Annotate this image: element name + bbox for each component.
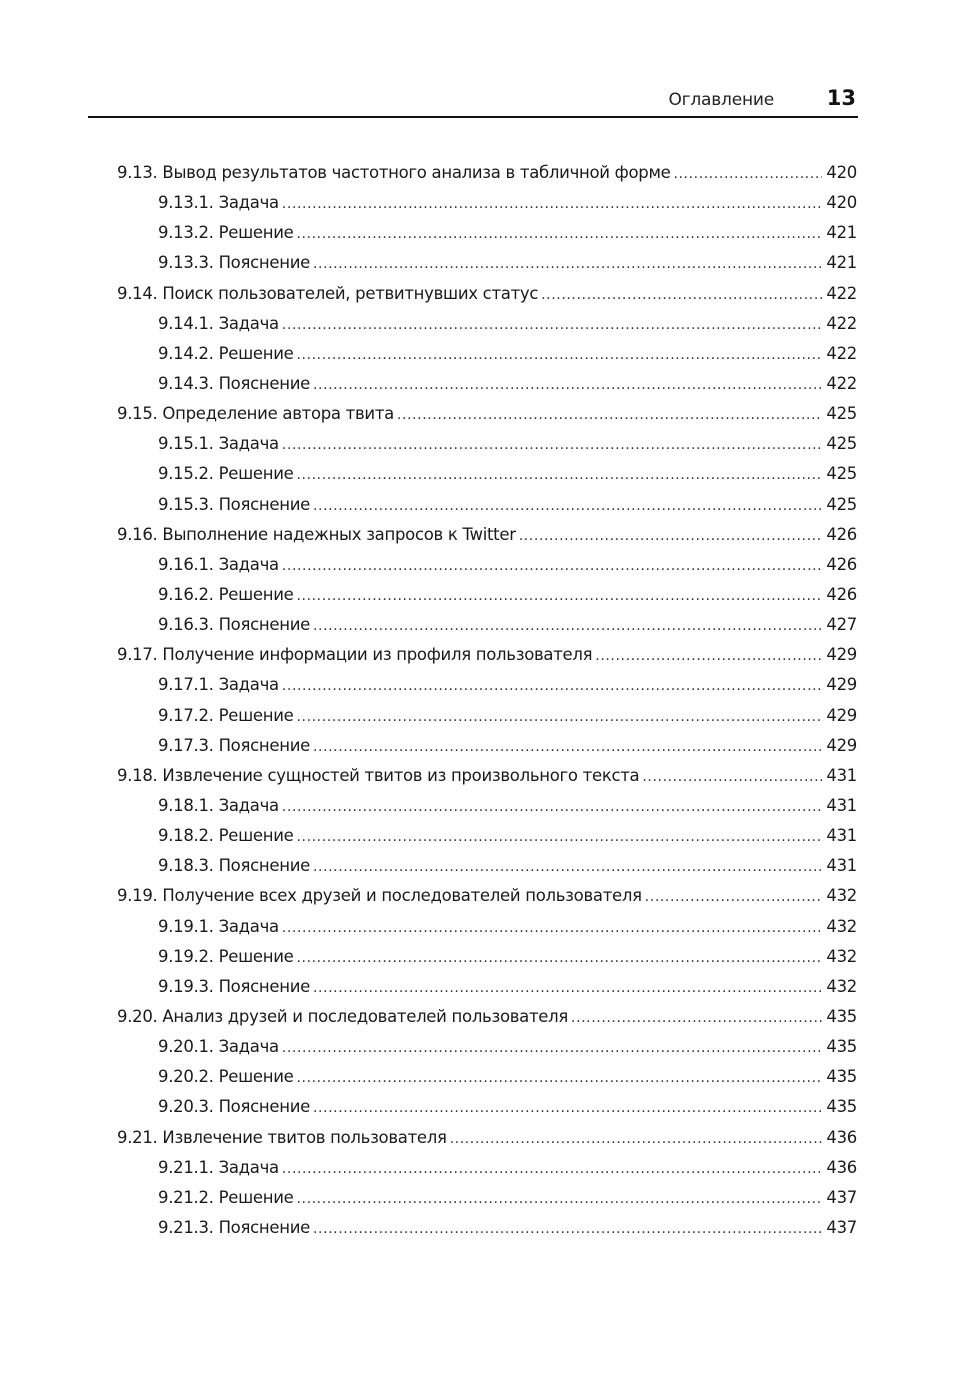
toc-entry-page: 426 <box>826 524 857 544</box>
dot-leader <box>450 1124 823 1154</box>
toc-section-entry[interactable] <box>117 1123 857 1153</box>
toc-entry-page: 420 <box>826 163 857 182</box>
toc-subsection-entry[interactable] <box>117 309 857 339</box>
toc-entry-page: 421 <box>826 253 857 273</box>
toc-section-entry[interactable] <box>117 279 857 309</box>
toc-subsection-entry[interactable] <box>117 972 857 1002</box>
toc-entry-label: 9.19.3. Пояснение <box>158 976 310 996</box>
toc-subsection-entry[interactable] <box>117 550 857 580</box>
dot-leader <box>296 702 822 732</box>
toc-subsection-entry[interactable] <box>117 1183 857 1213</box>
dot-leader <box>282 1154 823 1184</box>
toc-entry-label: 9.13. Вывод результатов частотного анализа в табличной форме <box>117 163 671 182</box>
toc-entry-page: 437 <box>826 1187 857 1207</box>
dot-leader <box>313 973 822 1003</box>
dot-leader <box>642 762 822 792</box>
toc-entry-page: 432 <box>826 946 857 966</box>
toc-entry-label: 9.21.2. Решение <box>158 1187 294 1207</box>
running-header <box>88 86 858 118</box>
dot-leader <box>296 340 822 370</box>
dot-leader <box>313 249 822 279</box>
toc-entry-page: 431 <box>826 856 857 876</box>
toc-section-entry[interactable] <box>117 881 857 911</box>
toc-entry-label: 9.19.1. Задача <box>158 916 279 936</box>
toc-subsection-entry[interactable] <box>117 429 857 459</box>
toc-entry-label: 9.14. Поиск пользователей, ретвитнувших статус <box>117 283 539 303</box>
toc-entry-label: 9.16.1. Задача <box>158 554 279 574</box>
toc-entry-label: 9.14.2. Решение <box>158 343 294 363</box>
toc-subsection-entry[interactable] <box>117 821 857 851</box>
toc-entry-page: 432 <box>826 886 857 906</box>
toc-entry-label: 9.13.1. Задача <box>158 193 279 213</box>
toc-entry-page: 425 <box>826 494 857 514</box>
toc-subsection-entry[interactable] <box>117 1092 857 1122</box>
dot-leader <box>673 159 822 189</box>
dot-leader <box>296 1184 822 1214</box>
toc-entry-label: 9.16.3. Пояснение <box>158 615 310 635</box>
toc-entry-label: 9.15.2. Решение <box>158 464 294 484</box>
dot-leader <box>282 430 823 460</box>
toc-entry-label: 9.20.2. Решение <box>158 1067 294 1087</box>
dot-leader <box>282 913 823 943</box>
toc-entry-label: 9.15.3. Пояснение <box>158 494 310 514</box>
table-of-contents <box>117 158 857 1243</box>
toc-section-entry[interactable] <box>117 761 857 791</box>
toc-section-entry[interactable] <box>117 520 857 550</box>
toc-subsection-entry[interactable] <box>117 369 857 399</box>
dot-leader <box>595 641 822 671</box>
toc-entry-page: 429 <box>826 675 857 695</box>
toc-entry-label: 9.16. Выполнение надежных запросов к Twitter <box>117 524 516 544</box>
dot-leader <box>296 581 822 611</box>
dot-leader <box>282 551 823 581</box>
toc-entry-label: 9.21. Извлечение твитов пользователя <box>117 1127 447 1147</box>
toc-entry-label: 9.17.2. Решение <box>158 705 294 725</box>
toc-entry-page: 426 <box>826 584 857 604</box>
toc-subsection-entry[interactable] <box>117 851 857 881</box>
dot-leader <box>313 370 822 400</box>
dot-leader <box>541 280 822 310</box>
toc-subsection-entry[interactable] <box>117 459 857 489</box>
toc-entry-page: 422 <box>826 373 857 393</box>
toc-entry-page: 432 <box>826 916 857 936</box>
dot-leader <box>282 792 823 822</box>
toc-entry-page: 425 <box>826 404 857 424</box>
toc-subsection-entry[interactable] <box>117 1153 857 1183</box>
dot-leader <box>313 611 822 641</box>
toc-entry-page: 435 <box>826 1067 857 1087</box>
toc-entry-label: 9.19. Получение всех друзей и последователей пользователя <box>117 886 642 906</box>
dot-leader <box>313 1093 822 1123</box>
toc-subsection-entry[interactable] <box>117 218 857 248</box>
toc-entry-page: 421 <box>826 223 857 243</box>
toc-subsection-entry[interactable] <box>117 1032 857 1062</box>
dot-leader <box>282 310 823 340</box>
dot-leader <box>397 400 822 430</box>
toc-entry-label: 9.20.3. Пояснение <box>158 1097 310 1117</box>
toc-subsection-entry[interactable] <box>117 188 857 218</box>
toc-subsection-entry[interactable] <box>117 1062 857 1092</box>
dot-leader <box>519 521 823 551</box>
dot-leader <box>296 943 822 973</box>
toc-entry-label: 9.18.1. Задача <box>158 795 279 815</box>
dot-leader <box>645 882 823 912</box>
toc-subsection-entry[interactable] <box>117 610 857 640</box>
toc-entry-page: 429 <box>826 705 857 725</box>
toc-entry-label: 9.19.2. Решение <box>158 946 294 966</box>
toc-subsection-entry[interactable] <box>117 580 857 610</box>
toc-entry-page: 437 <box>826 1217 857 1237</box>
toc-entry-page: 429 <box>826 735 857 755</box>
toc-entry-label: 9.13.2. Решение <box>158 223 294 243</box>
dot-leader <box>313 1214 822 1244</box>
dot-leader <box>296 1063 822 1093</box>
toc-entry-page: 426 <box>826 554 857 574</box>
toc-entry-label: 9.18.2. Решение <box>158 826 294 846</box>
toc-entry-label: 9.20. Анализ друзей и последователей пользователя <box>117 1006 569 1026</box>
dot-leader <box>282 1033 823 1063</box>
toc-entry-page: 431 <box>826 795 857 815</box>
toc-section-entry[interactable] <box>117 640 857 670</box>
header-page-number: 13 <box>826 86 856 110</box>
toc-entry-label: 9.18. Извлечение сущностей твитов из произвольного текста <box>117 765 640 785</box>
toc-entry-page: 431 <box>826 765 857 785</box>
toc-entry-page: 422 <box>826 313 857 333</box>
toc-section-entry[interactable] <box>117 399 857 429</box>
toc-entry-label: 9.17. Получение информации из профиля пользователя <box>117 645 593 665</box>
toc-entry-page: 422 <box>826 343 857 363</box>
toc-entry-label: 9.18.3. Пояснение <box>158 856 310 876</box>
dot-leader <box>313 732 822 762</box>
toc-subsection-entry[interactable] <box>117 248 857 278</box>
toc-entry-label: 9.21.3. Пояснение <box>158 1217 310 1237</box>
toc-subsection-entry[interactable] <box>117 701 857 731</box>
dot-leader <box>313 852 822 882</box>
toc-subsection-entry[interactable] <box>117 912 857 942</box>
toc-subsection-entry[interactable] <box>117 339 857 369</box>
toc-subsection-entry[interactable] <box>117 1213 857 1243</box>
dot-leader <box>296 219 822 249</box>
toc-entry-page: 436 <box>826 1127 857 1147</box>
dot-leader <box>296 460 822 490</box>
header-title: Оглавление <box>668 90 774 110</box>
toc-subsection-entry[interactable] <box>117 490 857 520</box>
toc-entry-page: 422 <box>826 283 857 303</box>
toc-subsection-entry[interactable] <box>117 942 857 972</box>
toc-subsection-entry[interactable] <box>117 670 857 700</box>
toc-entry-label: 9.15. Определение автора твита <box>117 404 394 424</box>
toc-entry-label: 9.21.1. Задача <box>158 1157 279 1177</box>
toc-entry-page: 435 <box>826 1097 857 1117</box>
toc-entry-page: 435 <box>826 1006 857 1026</box>
toc-entry-label: 9.13.3. Пояснение <box>158 253 310 273</box>
toc-subsection-entry[interactable] <box>117 791 857 821</box>
dot-leader <box>282 671 823 701</box>
dot-leader <box>282 189 823 219</box>
toc-entry-label: 9.16.2. Решение <box>158 584 294 604</box>
dot-leader <box>296 822 822 852</box>
toc-entry-page: 436 <box>826 1157 857 1177</box>
toc-section-entry[interactable] <box>117 158 857 188</box>
toc-entry-page: 425 <box>826 434 857 454</box>
toc-entry-label: 9.15.1. Задача <box>158 434 279 454</box>
toc-entry-page: 431 <box>826 826 857 846</box>
toc-subsection-entry[interactable] <box>117 731 857 761</box>
toc-entry-label: 9.17.1. Задача <box>158 675 279 695</box>
toc-section-entry[interactable] <box>117 1002 857 1032</box>
toc-entry-label: 9.14.3. Пояснение <box>158 373 310 393</box>
toc-entry-page: 425 <box>826 464 857 484</box>
toc-entry-label: 9.17.3. Пояснение <box>158 735 310 755</box>
toc-entry-page: 429 <box>826 645 857 665</box>
toc-entry-page: 432 <box>826 976 857 996</box>
toc-entry-page: 420 <box>826 193 857 213</box>
dot-leader <box>571 1003 822 1033</box>
toc-entry-page: 427 <box>826 615 857 635</box>
toc-entry-label: 9.14.1. Задача <box>158 313 279 333</box>
toc-entry-page: 435 <box>826 1037 857 1057</box>
dot-leader <box>313 491 822 521</box>
toc-entry-label: 9.20.1. Задача <box>158 1037 279 1057</box>
